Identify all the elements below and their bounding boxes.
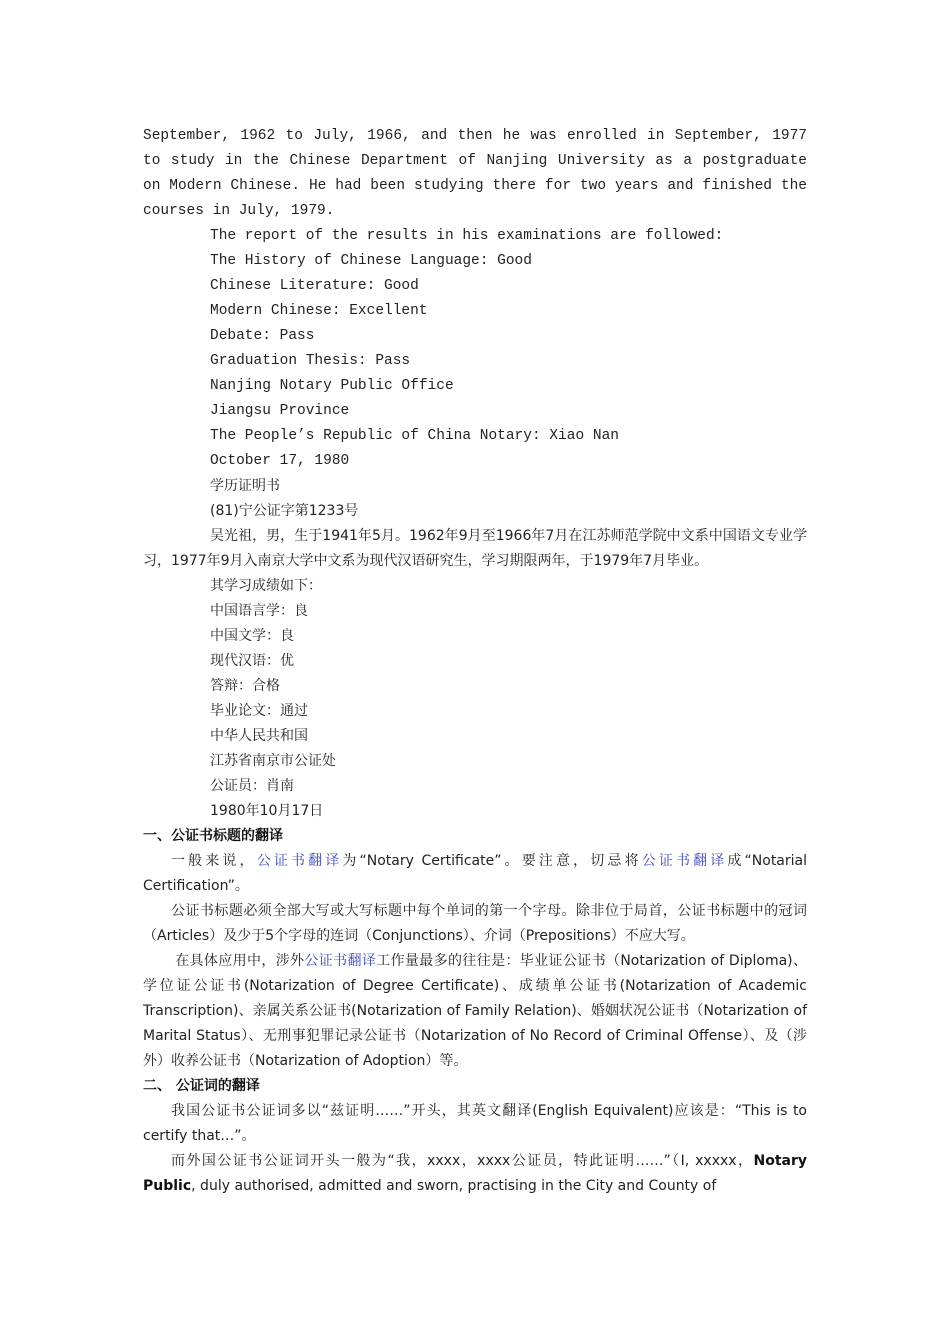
section1-p1-after: 成“Notarial Certification”。 [143,853,808,894]
chinese-certificate-lines [143,574,807,824]
date-line: October 17, 1980 [210,453,350,469]
notary-public-term: Notary Public [143,1153,807,1194]
section1-paragraph2: 公证书标题必须全部大写或大写标题中每个单词的第一个字母。除非位于局首，公证书标题中的冠词（Articles）及少于5个字母的连词（Conjunctions）、介词（Prepositions）不应大写。 [143,903,807,944]
notary-translation-link[interactable]: 公证书翻译 [256,853,343,869]
result-line: The History of Chinese Language: Good [210,253,532,269]
intro-paragraph: September, 1962 to July, 1966, and then he was enrolled in September, 1977 to study in the Chinese Department of Nanjing University as a postgraduate on Modern Chinese. He had been studying there for two years and finished the courses in July, 1979. [143,128,807,219]
country-line-cn: 中华人民共和国 [210,728,308,744]
certificate-title-cn: 学历证明书 [210,478,280,494]
section2-p2-after: , duly authorised, admitted and sworn, practising in the City and County of [191,1178,717,1194]
section1-heading: 一、公证书标题的翻译 [143,828,283,844]
office-line: Nanjing Notary Public Office [210,378,454,394]
result-line-cn: 毕业论文：通过 [210,703,308,719]
result-line: Chinese Literature: Good [210,278,419,294]
notary-line-cn: 公证员：肖南 [210,778,294,794]
certificate-number-cn: (81)宁公证字第1233号 [210,503,359,519]
section1-p3-before: 在具体应用中，涉外 [175,953,305,969]
section1-paragraph1 [143,849,807,899]
result-line: Graduation Thesis: Pass [210,353,411,369]
province-line: Jiangsu Province [210,403,350,419]
document-page [143,124,807,1199]
section2-p2-before: 而外国公证书公证词开头一般为“我，xxxx，xxxx公证员，特此证明……”（I, xxxxx， [171,1153,754,1169]
result-line: Debate: Pass [210,328,315,344]
date-line-cn: 1980年10月17日 [210,803,324,819]
chinese-paragraph: 吴光祖，男，生于1941年5月。1962年9月至1966年7月在江苏师范学院中文系中国语文专业学习，1977年9月入南京大学中文系为现代汉语研究生，学习期限两年，于1979年7月毕业。 [143,528,807,569]
result-line-cn: 中国语言学：良 [210,603,308,619]
notary-translation-link[interactable]: 公证书翻译 [641,853,728,869]
result-line: Modern Chinese: Excellent [210,303,428,319]
section1-p3-after: 工作量最多的往往是：毕业证公证书（Notarization of Diploma)、学位证公证书(Notarization of Degree Certificate)、成绩单公证书(Notarization of Academic Transcription)、亲属关系公证书(Notarization of Family Relation)、婚姻状况公证书（Notarization of Marital Status）、无刑事犯罪记录公证书（Notarization of No Record of Criminal Offense）、及（涉外）收养公证书（Notarization of Adoption）等。 [143,953,807,1069]
results-intro-line-cn: 其学习成绩如下： [210,578,322,594]
section2-heading: 二、 公证词的翻译 [143,1078,260,1094]
results-intro-line: The report of the results in his examinations are followed: [210,228,724,244]
section2-paragraph1: 我国公证书公证词多以“兹证明……”开头，其英文翻译(English Equivalent)应该是：“This is to certify that…”。 [143,1103,807,1144]
english-certificate-lines [143,224,807,524]
section2-paragraph2 [143,1149,807,1199]
result-line-cn: 答辩：合格 [210,678,280,694]
section1-paragraph3 [143,949,807,1074]
result-line-cn: 中国文学：良 [210,628,294,644]
office-line-cn: 江苏省南京市公证处 [210,753,336,769]
section1-p1-before: 一般来说， [171,853,257,869]
result-line-cn: 现代汉语：优 [210,653,294,669]
notary-translation-link[interactable]: 公证书翻译 [304,953,377,969]
section1-p1-mid: 为“Notary Certificate”。要注意，切忌将 [342,853,642,869]
notary-line: The People’s Republic of China Notary: Xiao Nan [210,428,619,444]
